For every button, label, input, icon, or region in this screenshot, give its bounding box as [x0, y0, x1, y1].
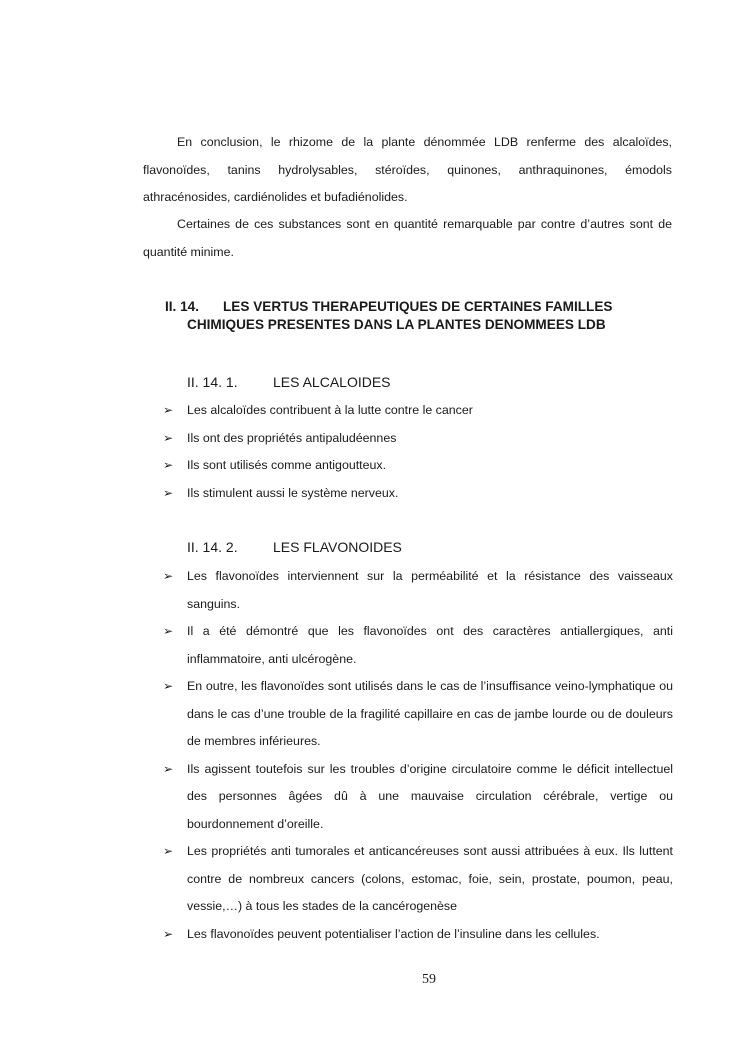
arrow-bullet-icon: ➢ [163, 679, 174, 693]
conclusion-paragraph-2: Certaines de ces substances sont en quantité remarquable par contre d’autres sont de quantité minime. [143, 217, 672, 259]
list-item: ➢ Les flavonoïdes interviennent sur la perméabilité et la résistance des vaisseaux sanguins. [163, 563, 673, 618]
arrow-bullet-icon: ➢ [163, 926, 174, 941]
subsection-title: LES FLAVONOIDES [273, 539, 402, 555]
list-item: ➢ Les propriétés anti tumorales et anticancéreuses sont aussi attribuées à eux. Ils luttent contre de nombreux cancers (colons, estomac, foie, sein, prostate, poumon, peau, vessie,…) à tous les stades de la cancérogenèse [163, 838, 673, 921]
section-heading [165, 298, 675, 334]
subsection-number: II. 14. 2. [187, 539, 238, 555]
list-item: ➢ Ils agissent toutefois sur les troubles d’origine circulatoire comme le déficit intellectuel des personnes âgées dû à une mauvaise circulation cérébrale, vertige ou bourdonnement d’oreille. [163, 756, 673, 839]
list-item: ➢ Ils stimulent aussi le système nerveux. [163, 480, 673, 508]
arrow-bullet-icon: ➢ [163, 624, 174, 638]
subsection-number: II. 14. 1. [187, 374, 238, 390]
section-title-line-1: LES VERTUS THERAPEUTIQUES DE CERTAINES FAMILLES [223, 299, 613, 314]
arrow-bullet-icon: ➢ [163, 403, 174, 417]
flavonoides-list [163, 563, 673, 948]
section-title-line-2: CHIMIQUES PRESENTES DANS LA PLANTES DENOMMEES LDB [187, 317, 606, 332]
arrow-bullet-icon: ➢ [163, 761, 174, 776]
arrow-bullet-icon: ➢ [163, 430, 174, 445]
subsection-heading-flavonoides [187, 538, 402, 556]
conclusion-paragraph-1: En conclusion, le rhizome de la plante dénommée LDB renferme des alcaloïdes, flavonoïdes, tanins hydrolysables, stéroïdes, quinones, anthraquinones, émodols athracénosides, cardiénolides et bufadiénolides. [143, 135, 672, 204]
alcaloides-list [163, 397, 673, 507]
subsection-title: LES ALCALOIDES [273, 374, 391, 390]
subsection-heading-alcaloides [187, 373, 391, 391]
arrow-bullet-icon: ➢ [163, 458, 174, 472]
list-item: ➢ Les flavonoïdes peuvent potentialiser l’action de l’insuline dans les cellules. [163, 921, 673, 949]
arrow-bullet-icon: ➢ [163, 485, 174, 500]
list-item: ➢ Il a été démontré que les flavonoïdes ont des caractères antiallergiques, anti inflammatoire, anti ulcérogène. [163, 618, 673, 673]
list-item: ➢ Les alcaloïdes contribuent à la lutte contre le cancer [163, 397, 673, 425]
arrow-bullet-icon: ➢ [163, 844, 174, 858]
list-item: ➢ Ils ont des propriétés antipaludéennes [163, 425, 673, 453]
list-item: ➢ En outre, les flavonoïdes sont utilisés dans le cas de l’insuffisance veino-lymphatique ou dans le cas d’une trouble de la fragilité capillaire en cas de jambe lourde ou de douleurs de membres inférieures. [163, 673, 673, 756]
section-number: II. 14. [165, 299, 200, 314]
list-item: ➢ Ils sont utilisés comme antigoutteux. [163, 452, 673, 480]
page-number: 59 [422, 972, 436, 987]
arrow-bullet-icon: ➢ [163, 569, 174, 583]
